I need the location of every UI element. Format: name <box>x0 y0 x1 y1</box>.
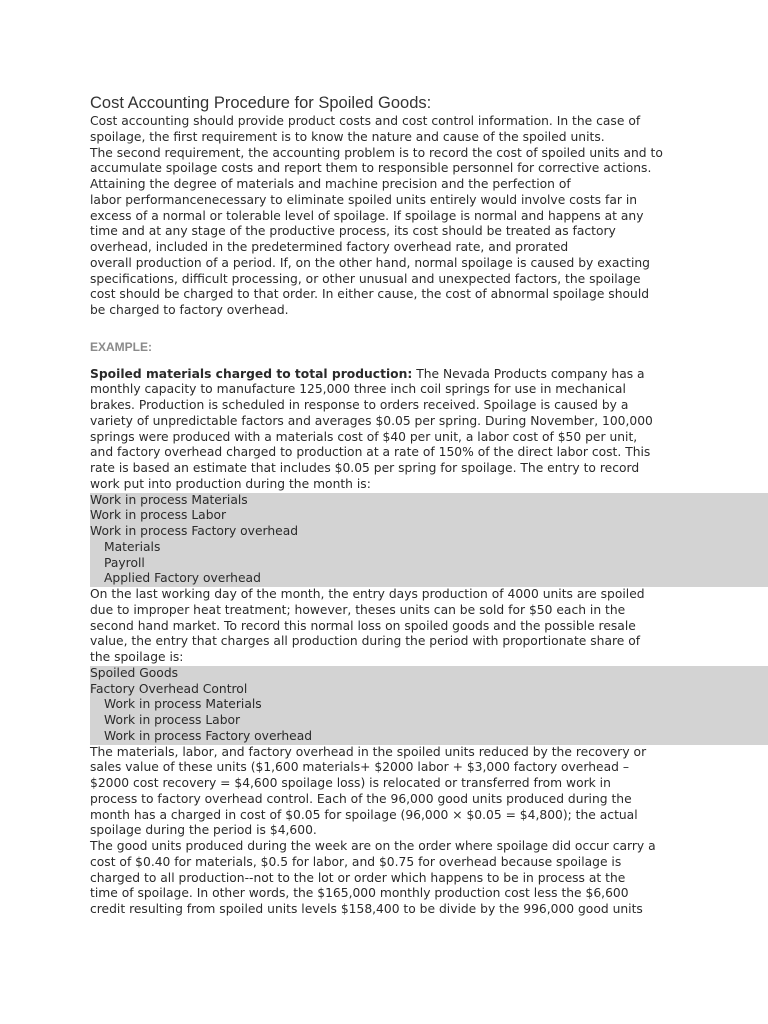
spoilage-paragraph <box>90 587 768 666</box>
debit-account: Spoiled Goods <box>90 665 179 680</box>
text-line: sales value of these units ($1,600 materials+ $2000 labor + $3,000 factory overhead – <box>90 760 629 775</box>
example-paragraph <box>90 367 768 493</box>
text-line: overall production of a period. If, on the other hand, normal spoilage is caused by exacting <box>90 255 650 270</box>
debit-account: Work in process Labor <box>90 508 227 523</box>
text-line: due to improper heat treatment; however, theses units can be sold for $50 each in the <box>90 602 626 617</box>
debit-account: Factory Overhead Control <box>90 681 248 696</box>
text-line: rate is based an estimate that includes $0.05 per spring for spoilage. The entry to record <box>90 461 640 475</box>
credit-account: Applied Factory overhead <box>104 571 261 586</box>
example-heading: Spoiled materials charged to total production: <box>90 366 413 381</box>
text-line: labor performancenecessary to eliminate spoiled units entirely would involve costs far in <box>90 192 638 207</box>
text-line: overhead, included in the predetermined factory overhead rate, and prorated <box>90 240 569 254</box>
text-line: credit resulting from spoiled units levels $158,400 to be divide by the 996,000 good units <box>90 902 643 916</box>
text-line: monthly capacity to manufacture 125,000 three inch coil springs for use in mechanical <box>90 382 626 397</box>
credit-account: Work in process Factory overhead <box>104 728 313 743</box>
credit-account: Work in process Labor <box>104 713 241 727</box>
text-line: Cost accounting should provide product costs and cost control information. In the case of <box>90 114 641 128</box>
text-line: spoilage, the first requirement is to know the nature and cause of the spoiled units. <box>90 129 605 144</box>
text-line: accumulate spoilage costs and report them to responsible personnel for corrective actions. <box>90 161 652 176</box>
text-line: The good units produced during the week are on the order where spoilage did occur carry a <box>90 839 656 853</box>
spacer <box>90 319 768 340</box>
text-line: springs were produced with a materials cost of $40 per unit, a labor cost of $50 per unit, <box>90 429 638 444</box>
text-line: value, the entry that charges all production during the period with proportionate share of <box>90 634 641 649</box>
journal-entry-production <box>90 493 768 588</box>
text-line: The second requirement, the accounting problem is to record the cost of spoiled units and to <box>90 145 663 160</box>
text-line: cost of $0.40 for materials, $0.5 for labor, and $0.75 for overhead because spoilage is <box>90 854 622 869</box>
text-line: second hand market. To record this normal loss on spoiled goods and the possible resale <box>90 618 636 633</box>
credit-account: Payroll <box>104 555 145 570</box>
text-line: specifications, difficult processing, or other unusual and unexpected factors, the spoilage <box>90 271 641 286</box>
example-heading-rest: The Nevada Products company has a <box>412 366 645 381</box>
text-line: time and at any stage of the productive process, its cost should be treated as factory <box>90 224 616 239</box>
text-line: work put into production during the month is: <box>90 476 371 491</box>
text-line: month has a charged in cost of $0.05 for spoilage (96,000 × $0.05 = $4,800); the actual <box>90 807 638 822</box>
text-line: be charged to factory overhead. <box>90 303 289 317</box>
text-line: charged to all production--not to the lot or order which happens to be in process at the <box>90 870 626 885</box>
journal-entry-spoilage <box>90 666 768 745</box>
spacer <box>90 356 768 367</box>
credit-account: Materials <box>104 539 161 554</box>
text-line: and factory overhead charged to production at a rate of 150% of the direct labor cost. This <box>90 445 651 460</box>
document-title: Cost Accounting Procedure for Spoiled Goods: <box>90 94 432 112</box>
debit-account: Work in process Materials <box>90 492 248 507</box>
intro-paragraph <box>90 114 768 319</box>
debit-account: Work in process Factory overhead <box>90 524 299 538</box>
document-page <box>90 92 768 918</box>
text-line: the spoilage is: <box>90 650 184 664</box>
text-line: The materials, labor, and factory overhead in the spoiled units reduced by the recovery or <box>90 744 647 759</box>
text-line <box>90 367 768 383</box>
text-line: $2000 cost recovery = $4,600 spoilage loss) is relocated or transferred from work in <box>90 776 611 790</box>
text-line: time of spoilage. In other words, the $165,000 monthly production cost less the $6,600 <box>90 886 629 901</box>
text-line: Attaining the degree of materials and machine precision and the perfection of <box>90 177 571 191</box>
text-line: variety of unpredictable factors and averages $0.05 per spring. During November, 100,000 <box>90 413 653 428</box>
credit-account: Work in process Materials <box>104 697 262 712</box>
text-line: spoilage during the period is $4,600. <box>90 823 317 838</box>
text-line: process to factory overhead control. Each of the 96,000 good units produced during the <box>90 791 632 806</box>
text-line: brakes. Production is scheduled in response to orders received. Spoilage is caused by a <box>90 398 629 412</box>
text-line: On the last working day of the month, the entry days production of 4000 units are spoiled <box>90 587 645 601</box>
example-label: EXAMPLE: <box>90 339 153 354</box>
text-line: cost should be charged to that order. In either cause, the cost of abnormal spoilage should <box>90 287 650 302</box>
closing-paragraph <box>90 745 768 918</box>
text-line: excess of a normal or tolerable level of spoilage. If spoilage is normal and happens at any <box>90 208 644 223</box>
